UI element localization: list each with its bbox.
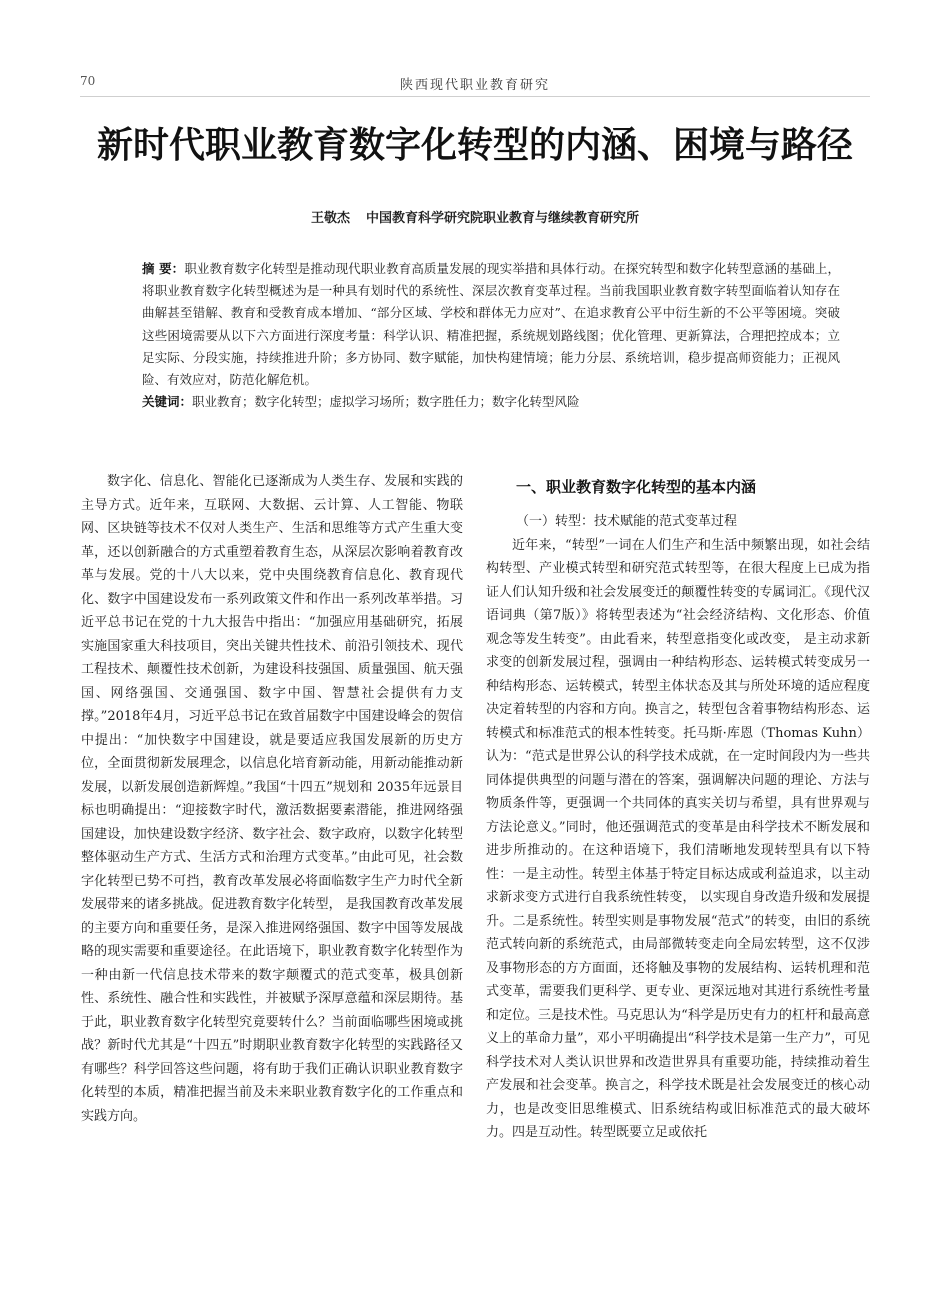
author-affiliation: 中国教育科学研究院职业教育与继续教育研究所: [366, 211, 640, 226]
abstract: [114, 258, 840, 413]
abstract-text: 职业教育数字化转型是推动现代职业教育高质量发展的现实举措和具体行动。在探究转型和数字化转型意涵的基础上，将职业教育数字化转型概述为是一种具有划时代的系统性、深层次教育变革过程。当前我国职业教育数字转型面临着认知存在曲解甚至错解、教育和受教育成本增加、“部分区域、学校和群体无力应对”、在追求教育公平中衍生新的不公平等困境。突破这些困境需要从以下六方面进行深度考量：科学认识、精准把握，系统规划路线图；优化管理、更新算法，合理把控成本；立足实际、分段实施，持续推进升阶；多方协同、数字赋能，加快构建情境；能力分层、系统培训，稳步提高师资能力；正视风险、有效应对，防范化解危机。: [142, 261, 840, 388]
running-header: [80, 74, 870, 97]
page-number: 70: [80, 74, 96, 88]
keywords-label: 关键词：: [142, 394, 193, 410]
byline: [0, 207, 950, 226]
abstract-paragraph: [114, 258, 840, 391]
right-column: [486, 470, 870, 1145]
left-column: [81, 470, 463, 1128]
body-paragraph: 近年来，“转型”一词在人们生产和生活中频繁出现，如社会结构转型、产业模式转型和研究范式转型等，在很大程度上已成为指证人们认知升级和社会发展变迁的颠覆性转变的专属词汇。《现代汉语词典（第7版）》将转型表述为“社会经济结构、文化形态、价值观念等发生转变”。由此看来，转型意指变化或改变， 是主动求新求变的创新发展过程，强调由一种结构形态、运转模式转变成另一种结构形态、运转模式，转型主体状态及其与所处环境的适应程度决定着转型的内容和方向。换言之，转型包含着事物结构形态、运转模式和标准范式的根本性转变。托马斯·库恩（Thomas Kuhn）认为：“范式是世界公认的科学技术成就，在一定时间段内为一些共同体提供典型的问题与潜在的答案，强调解决问题的理论、方法与物质条件等，更强调一个共同体的真实关切与希望，具有世界观与方法论意义。”同时，他还强调范式的变革是由科学技术不断发展和进步所推动的。在这种语境下，我们清晰地发现转型具有以下特性：一是主动性。转型主体基于特定目标达成或利益追求，以主动求新求变方式进行自我系统性转变， 以实现自身改造升级和发展提升。二是系统性。转型实则是事物发展“范式”的转变，由旧的系统范式转向新的系统范式，由局部微转变走向全局宏转型，这不仅涉及事物形态的方方面面，还将触及事物的发展结构、运转机理和范式变革，需要我们更科学、更专业、更深远地对其进行系统性考量和定位。三是技术性。马克思认为“科学是历史有力的杠杆和最高意义上的革命力量”，邓小平明确提出“科学技术是第一生产力”，可见科学技术对人类认识世界和改造世界具有重要功能，持续推动着生产发展和社会变革。换言之，科学技术既是社会发展变迁的核心动力，也是改变旧思维模式、旧系统结构或旧标准范式的最大破坏力。四是互动性。转型既要立足或依托: [486, 537, 870, 1140]
journal-name: 陕西现代职业教育研究: [399, 78, 550, 93]
subsection-heading: （一）转型：技术赋能的范式变革过程: [516, 514, 738, 529]
abstract-label: 摘 要：: [142, 261, 185, 276]
keywords-text: 职业教育；数字化转型；虚拟学习场所；数字胜任力；数字化转型风险: [192, 394, 580, 410]
keywords-line: [114, 391, 840, 413]
introduction-paragraph: 数字化、信息化、智能化已逐渐成为人类生存、发展和实践的主导方式。近年来，互联网、大数据、云计算、人工智能、物联网、区块链等技术不仅对人类生产、生活和思维等方式产生重大变革，还以创新融合的方式重塑着教育生态，从深层次影响着教育改革与发展。党的十八大以来，党中央围绕教育信息化、教育现代化、数字中国建设发布一系列政策文件和作出一系列改革举措。习近平总书记在党的十九大报告中指出：“加强应用基础研究，拓展实施国家重大科技项目，突出关键共性技术、前沿引领技术、现代工程技术、颠覆性技术创新，为建设科技强国、质量强国、航天强国、网络强国、交通强国、数字中国、智慧社会提供有力支撑。”2018年4月，习近平总书记在致首届数字中国建设峰会的贺信中提出：“加快数字中国建设，就是要适应我国发展新的历史方位，全面贯彻新发展理念，以信息化培育新动能，用新动能推动新发展，以新发展创造新辉煌。”我国“十四五”规划和 2035年远景目标也明确提出：“迎接数字时代，激活数据要素潜能，推进网络强国建设，加快建设数字经济、数字社会、数字政府，以数字化转型整体驱动生产方式、生活方式和治理方式变革。”由此可见，社会数字化转型已势不可挡，教育改革发展必将面临数字生产力时代全新发展带来的诸多挑战。促进教育数字化转型， 是我国教育改革发展的主要方向和重要任务，是深入推进网络强国、数字中国等发展战略的现实需要和重要途径。在此语境下，职业教育数字化转型作为一种由新一代信息技术带来的数字颠覆式的范式变革，极具创新性、系统性、融合性和实践性，并被赋予深厚意蕴和深层期待。基于此，职业教育数字化转型究竟要转什么？当前面临哪些困境或挑战？新时代尤其是“十四五”时期职业教育数字化转型的实践路径又有哪些？科学回答这些问题，将有助于我们正确认识职业教育数字化转型的本质，精准把握当前及未来职业教育数字化的工作重点和实践方向。: [81, 474, 463, 1124]
author-name: 王敬杰: [310, 211, 350, 226]
article-title: 新时代职业教育数字化转型的内涵、困境与路径: [96, 125, 853, 166]
section-heading: 一、职业教育数字化转型的基本内涵: [516, 478, 757, 496]
